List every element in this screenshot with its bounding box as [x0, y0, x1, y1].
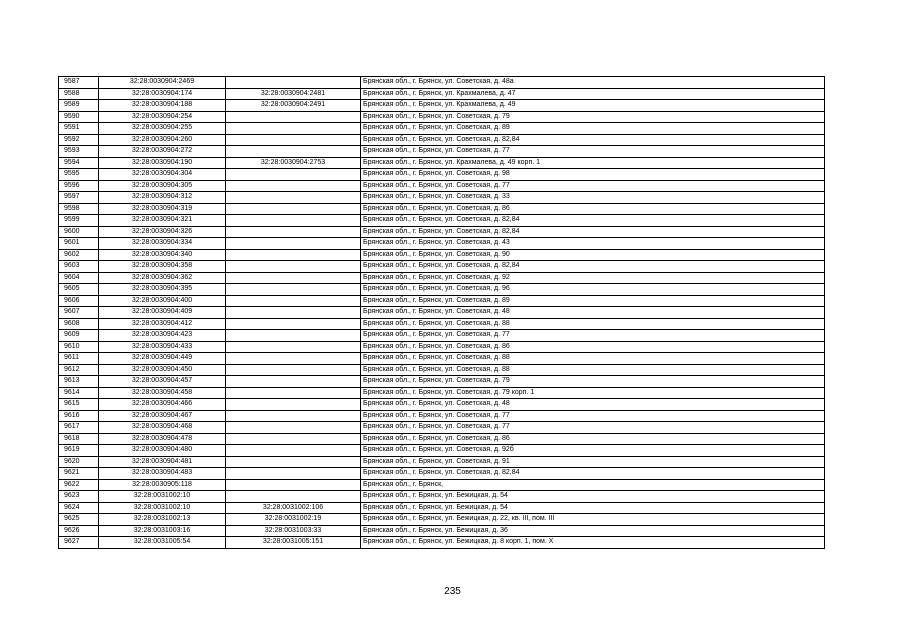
row-number-cell: 9613	[59, 376, 99, 388]
cadastral-number-cell: 32:28:0030904:400	[99, 295, 226, 307]
table-row	[59, 203, 825, 215]
row-number-cell: 9601	[59, 238, 99, 250]
cadastral-number-cell: 32:28:0030904:304	[99, 169, 226, 181]
cadastral-number-cell: 32:28:0030905:118	[99, 479, 226, 491]
linked-cadastral-number-cell: 32:28:0031003:33	[226, 525, 361, 537]
table-row	[59, 376, 825, 388]
linked-cadastral-number-cell	[226, 318, 361, 330]
address-cell: Брянская обл., г. Брянск, ул. Советская, д. 79 корп. 1	[361, 387, 825, 399]
address-cell: Брянская обл., г. Брянск, ул. Советская, д. 77	[361, 180, 825, 192]
address-cell: Брянская обл., г. Брянск, ул. Советская, д. 92б	[361, 445, 825, 457]
cadastral-number-cell: 32:28:0030904:481	[99, 456, 226, 468]
cadastral-number-cell: 32:28:0030904:433	[99, 341, 226, 353]
linked-cadastral-number-cell	[226, 376, 361, 388]
row-number-cell: 9598	[59, 203, 99, 215]
cadastral-number-cell: 32:28:0030904:466	[99, 399, 226, 411]
cadastral-number-cell: 32:28:0031002:10	[99, 502, 226, 514]
linked-cadastral-number-cell	[226, 445, 361, 457]
row-number-cell: 9592	[59, 134, 99, 146]
cadastral-number-cell: 32:28:0031002:13	[99, 514, 226, 526]
address-cell: Брянская обл., г. Брянск, ул. Советская, д. 33	[361, 192, 825, 204]
table-row	[59, 134, 825, 146]
table-row	[59, 502, 825, 514]
address-cell: Брянская обл., г. Брянск, ул. Бежицкая, д. 36	[361, 525, 825, 537]
linked-cadastral-number-cell	[226, 169, 361, 181]
linked-cadastral-number-cell	[226, 284, 361, 296]
table-row	[59, 525, 825, 537]
cadastral-number-cell: 32:28:0030904:478	[99, 433, 226, 445]
table-row	[59, 318, 825, 330]
table-row	[59, 537, 825, 549]
linked-cadastral-number-cell	[226, 422, 361, 434]
address-cell: Брянская обл., г. Брянск, ул. Советская, д. 89	[361, 295, 825, 307]
row-number-cell: 9615	[59, 399, 99, 411]
row-number-cell: 9620	[59, 456, 99, 468]
cadastral-number-cell: 32:28:0030904:450	[99, 364, 226, 376]
row-number-cell: 9596	[59, 180, 99, 192]
row-number-cell: 9607	[59, 307, 99, 319]
address-cell: Брянская обл., г. Брянск, ул. Советская, д. 77	[361, 330, 825, 342]
linked-cadastral-number-cell	[226, 180, 361, 192]
table-row	[59, 272, 825, 284]
cadastral-number-cell: 32:28:0030904:319	[99, 203, 226, 215]
row-number-cell: 9588	[59, 88, 99, 100]
address-cell: Брянская обл., г. Брянск, ул. Советская, д. 89	[361, 123, 825, 135]
table-row	[59, 146, 825, 158]
row-number-cell: 9603	[59, 261, 99, 273]
cadastral-number-cell: 32:28:0030904:358	[99, 261, 226, 273]
row-number-cell: 9593	[59, 146, 99, 158]
cadastral-number-cell: 32:28:0031002:10	[99, 491, 226, 503]
cadastral-number-cell: 32:28:0030904:188	[99, 100, 226, 112]
cadastral-number-cell: 32:28:0030904:395	[99, 284, 226, 296]
table-row	[59, 491, 825, 503]
linked-cadastral-number-cell	[226, 123, 361, 135]
address-cell: Брянская обл., г. Брянск, ул. Крахмалева, д. 47	[361, 88, 825, 100]
row-number-cell: 9616	[59, 410, 99, 422]
linked-cadastral-number-cell	[226, 249, 361, 261]
row-number-cell: 9623	[59, 491, 99, 503]
cadastral-table	[58, 76, 825, 549]
address-cell: Брянская обл., г. Брянск, ул. Советская, д. 88	[361, 353, 825, 365]
row-number-cell: 9614	[59, 387, 99, 399]
linked-cadastral-number-cell: 32:28:0031002:106	[226, 502, 361, 514]
table-row	[59, 307, 825, 319]
table-row	[59, 100, 825, 112]
address-cell: Брянская обл., г. Брянск, ул. Советская, д. 86	[361, 341, 825, 353]
address-cell: Брянская обл., г. Брянск, ул. Советская, д. 88	[361, 318, 825, 330]
address-cell: Брянская обл., г. Брянск, ул. Советская, д. 77	[361, 146, 825, 158]
cadastral-number-cell: 32:28:0030904:334	[99, 238, 226, 250]
row-number-cell: 9587	[59, 77, 99, 89]
row-number-cell: 9622	[59, 479, 99, 491]
linked-cadastral-number-cell	[226, 491, 361, 503]
address-cell: Брянская обл., г. Брянск, ул. Советская, д. 82,84	[361, 215, 825, 227]
table-row	[59, 353, 825, 365]
table-row	[59, 468, 825, 480]
linked-cadastral-number-cell	[226, 433, 361, 445]
table-row	[59, 445, 825, 457]
row-number-cell: 9625	[59, 514, 99, 526]
linked-cadastral-number-cell	[226, 77, 361, 89]
cadastral-number-cell: 32:28:0030904:483	[99, 468, 226, 480]
table-row	[59, 169, 825, 181]
row-number-cell: 9594	[59, 157, 99, 169]
address-cell: Брянская обл., г. Брянск, ул. Бежицкая, д. 54	[361, 491, 825, 503]
table-body	[59, 77, 825, 549]
address-cell: Брянская обл., г. Брянск, ул. Бежицкая, д. 8 корп. 1, пом. X	[361, 537, 825, 549]
cadastral-number-cell: 32:28:0030904:272	[99, 146, 226, 158]
cadastral-number-cell: 32:28:0031005:54	[99, 537, 226, 549]
linked-cadastral-number-cell: 32:28:0030904:2481	[226, 88, 361, 100]
cadastral-number-cell: 32:28:0030904:305	[99, 180, 226, 192]
table-row	[59, 433, 825, 445]
table-row	[59, 456, 825, 468]
cadastral-number-cell: 32:28:0030904:254	[99, 111, 226, 123]
table-row	[59, 88, 825, 100]
row-number-cell: 9617	[59, 422, 99, 434]
table-row	[59, 364, 825, 376]
cadastral-number-cell: 32:28:0030904:340	[99, 249, 226, 261]
table-row	[59, 77, 825, 89]
table-row	[59, 238, 825, 250]
linked-cadastral-number-cell	[226, 238, 361, 250]
address-cell: Брянская обл., г. Брянск, ул. Бежицкая, д. 54	[361, 502, 825, 514]
row-number-cell: 9590	[59, 111, 99, 123]
table-row	[59, 330, 825, 342]
address-cell: Брянская обл., г. Брянск, ул. Советская, д. 91	[361, 456, 825, 468]
linked-cadastral-number-cell: 32:28:0031005:151	[226, 537, 361, 549]
cadastral-number-cell: 32:28:0030904:2469	[99, 77, 226, 89]
table-row	[59, 295, 825, 307]
row-number-cell: 9606	[59, 295, 99, 307]
linked-cadastral-number-cell	[226, 341, 361, 353]
table-row	[59, 192, 825, 204]
address-cell: Брянская обл., г. Брянск, ул. Советская, д. 82,84	[361, 261, 825, 273]
address-cell: Брянская обл., г. Брянск, ул. Советская, д. 82,84	[361, 134, 825, 146]
address-cell: Брянская обл., г. Брянск, ул. Советская, д. 82,84	[361, 468, 825, 480]
linked-cadastral-number-cell: 32:28:0030904:2491	[226, 100, 361, 112]
row-number-cell: 9604	[59, 272, 99, 284]
table-row	[59, 215, 825, 227]
cadastral-number-cell: 32:28:0031003:16	[99, 525, 226, 537]
row-number-cell: 9589	[59, 100, 99, 112]
cadastral-number-cell: 32:28:0030904:449	[99, 353, 226, 365]
cadastral-number-cell: 32:28:0030904:174	[99, 88, 226, 100]
linked-cadastral-number-cell	[226, 134, 361, 146]
row-number-cell: 9599	[59, 215, 99, 227]
linked-cadastral-number-cell	[226, 272, 361, 284]
address-cell: Брянская обл., г. Брянск, ул. Советская, д. 43	[361, 238, 825, 250]
linked-cadastral-number-cell	[226, 364, 361, 376]
address-cell: Брянская обл., г. Брянск, ул. Советская, д. 90	[361, 249, 825, 261]
cadastral-number-cell: 32:28:0030904:312	[99, 192, 226, 204]
address-cell: Брянская обл., г. Брянск, ул. Советская, д. 86	[361, 203, 825, 215]
cadastral-number-cell: 32:28:0030904:190	[99, 157, 226, 169]
cadastral-number-cell: 32:28:0030904:457	[99, 376, 226, 388]
row-number-cell: 9608	[59, 318, 99, 330]
table-row	[59, 514, 825, 526]
table-row	[59, 123, 825, 135]
row-number-cell: 9621	[59, 468, 99, 480]
address-cell: Брянская обл., г. Брянск,	[361, 479, 825, 491]
linked-cadastral-number-cell	[226, 261, 361, 273]
address-cell: Брянская обл., г. Брянск, ул. Бежицкая, д. 22, кв. III, пом. III	[361, 514, 825, 526]
row-number-cell: 9602	[59, 249, 99, 261]
linked-cadastral-number-cell	[226, 307, 361, 319]
table-row	[59, 479, 825, 491]
page-number: 235	[444, 586, 461, 597]
cadastral-number-cell: 32:28:0030904:467	[99, 410, 226, 422]
row-number-cell: 9595	[59, 169, 99, 181]
linked-cadastral-number-cell	[226, 111, 361, 123]
table-row	[59, 249, 825, 261]
cadastral-number-cell: 32:28:0030904:423	[99, 330, 226, 342]
address-cell: Брянская обл., г. Брянск, ул. Советская, д. 98	[361, 169, 825, 181]
address-cell: Брянская обл., г. Брянск, ул. Советская, д. 77	[361, 422, 825, 434]
address-cell: Брянская обл., г. Брянск, ул. Советская, д. 48а	[361, 77, 825, 89]
row-number-cell: 9609	[59, 330, 99, 342]
cadastral-number-cell: 32:28:0030904:362	[99, 272, 226, 284]
linked-cadastral-number-cell	[226, 203, 361, 215]
row-number-cell: 9612	[59, 364, 99, 376]
cadastral-number-cell: 32:28:0030904:409	[99, 307, 226, 319]
cadastral-number-cell: 32:28:0030904:326	[99, 226, 226, 238]
linked-cadastral-number-cell	[226, 192, 361, 204]
row-number-cell: 9597	[59, 192, 99, 204]
linked-cadastral-number-cell	[226, 330, 361, 342]
row-number-cell: 9619	[59, 445, 99, 457]
table-row	[59, 180, 825, 192]
address-cell: Брянская обл., г. Брянск, ул. Крахмалева, д. 49	[361, 100, 825, 112]
linked-cadastral-number-cell: 32:28:0031002:19	[226, 514, 361, 526]
table-row	[59, 261, 825, 273]
row-number-cell: 9600	[59, 226, 99, 238]
address-cell: Брянская обл., г. Брянск, ул. Советская, д. 48	[361, 399, 825, 411]
address-cell: Брянская обл., г. Брянск, ул. Советская, д. 48	[361, 307, 825, 319]
cadastral-number-cell: 32:28:0030904:480	[99, 445, 226, 457]
address-cell: Брянская обл., г. Брянск, ул. Советская, д. 96	[361, 284, 825, 296]
row-number-cell: 9626	[59, 525, 99, 537]
linked-cadastral-number-cell	[226, 479, 361, 491]
linked-cadastral-number-cell	[226, 295, 361, 307]
table-row	[59, 422, 825, 434]
cadastral-number-cell: 32:28:0030904:412	[99, 318, 226, 330]
cadastral-number-cell: 32:28:0030904:321	[99, 215, 226, 227]
cadastral-number-cell: 32:28:0030904:458	[99, 387, 226, 399]
row-number-cell: 9627	[59, 537, 99, 549]
cadastral-number-cell: 32:28:0030904:468	[99, 422, 226, 434]
linked-cadastral-number-cell	[226, 399, 361, 411]
address-cell: Брянская обл., г. Брянск, ул. Советская, д. 77	[361, 410, 825, 422]
linked-cadastral-number-cell: 32:28:0030904:2753	[226, 157, 361, 169]
linked-cadastral-number-cell	[226, 410, 361, 422]
row-number-cell: 9624	[59, 502, 99, 514]
linked-cadastral-number-cell	[226, 387, 361, 399]
row-number-cell: 9610	[59, 341, 99, 353]
address-cell: Брянская обл., г. Брянск, ул. Советская, д. 82,84	[361, 226, 825, 238]
linked-cadastral-number-cell	[226, 468, 361, 480]
table-row	[59, 111, 825, 123]
table-row	[59, 226, 825, 238]
table-row	[59, 284, 825, 296]
address-cell: Брянская обл., г. Брянск, ул. Советская, д. 86	[361, 433, 825, 445]
table-row	[59, 410, 825, 422]
linked-cadastral-number-cell	[226, 456, 361, 468]
address-cell: Брянская обл., г. Брянск, ул. Крахмалева, д. 49 корп. 1	[361, 157, 825, 169]
row-number-cell: 9591	[59, 123, 99, 135]
address-cell: Брянская обл., г. Брянск, ул. Советская, д. 92	[361, 272, 825, 284]
linked-cadastral-number-cell	[226, 215, 361, 227]
address-cell: Брянская обл., г. Брянск, ул. Советская, д. 88	[361, 364, 825, 376]
cadastral-number-cell: 32:28:0030904:260	[99, 134, 226, 146]
linked-cadastral-number-cell	[226, 146, 361, 158]
linked-cadastral-number-cell	[226, 226, 361, 238]
row-number-cell: 9611	[59, 353, 99, 365]
row-number-cell: 9618	[59, 433, 99, 445]
table-row	[59, 399, 825, 411]
table-row	[59, 157, 825, 169]
table-row	[59, 341, 825, 353]
address-cell: Брянская обл., г. Брянск, ул. Советская, д. 79	[361, 376, 825, 388]
address-cell: Брянская обл., г. Брянск, ул. Советская, д. 79	[361, 111, 825, 123]
cadastral-number-cell: 32:28:0030904:255	[99, 123, 226, 135]
linked-cadastral-number-cell	[226, 353, 361, 365]
row-number-cell: 9605	[59, 284, 99, 296]
table-row	[59, 387, 825, 399]
